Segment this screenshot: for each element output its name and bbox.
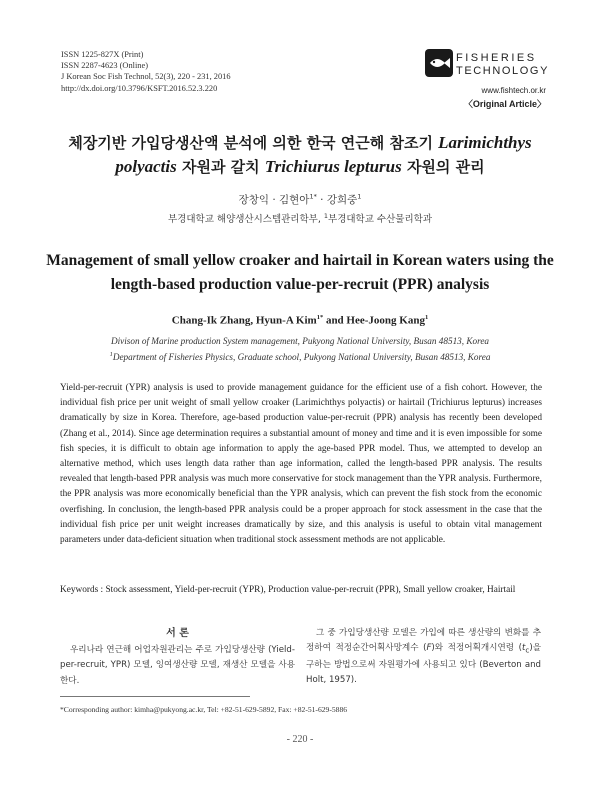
corresponding-author-footnote: *Corresponding author: kimha@pukyong.ac.kr, Tel: +82-51-629-5892, Fax: +82-51-629-5886: [60, 705, 348, 714]
intro-right-text-2: )와 적정어획개시연령 (: [431, 643, 523, 654]
journal-url[interactable]: www.fishtech.or.kr: [481, 86, 546, 95]
ko-author-2: · 강희중: [316, 194, 358, 206]
ko-author-2-sup: 1: [357, 192, 362, 201]
journal-logo: [420, 44, 548, 114]
logo-line2: TECHNOLOGY: [456, 65, 550, 77]
ko-title-part1: 체장기반 가입당생산액 분석에 의한 한국 연근해 참조기: [68, 134, 439, 152]
fisheries-fish-icon: [424, 48, 454, 78]
article-type: 〈Original Article〉: [463, 99, 546, 109]
intro-left-column: [60, 626, 295, 689]
symbol-tc: t: [522, 643, 526, 654]
issn-print: ISSN 1225-827X (Print): [61, 50, 144, 59]
en-author-2-sup: 1: [424, 314, 429, 321]
logo-line1: FISHERIES: [456, 52, 537, 64]
en-author-1-sup: 1*: [316, 314, 324, 321]
ko-title-part2: 자원과 갈치: [176, 158, 265, 176]
intro-right-column: [306, 626, 541, 689]
korean-affiliation: [0, 211, 600, 225]
keywords: Keywords : Stock assessment, Yield-per-recruit (YPR), Production value-per-recruit (PPR), Small yellow croaker, Hairtail: [60, 585, 516, 595]
symbol-tc-sub: c: [525, 645, 530, 655]
intro-left-text: 우리나라 연근해 어업자원관리는 주로 가입당생산량 (Yield-per-recruit, YPR) 모델, 잉여생산량 모델, 재생산 모델을 사용한다.: [60, 645, 295, 686]
en-author-1: Chang-Ik Zhang, Hyun-A Kim: [171, 314, 317, 327]
ko-title-sci2: Trichiurus lepturus: [264, 157, 402, 176]
page-number: - 220 -: [286, 734, 314, 745]
ko-affil-part2: 부경대학교 수산물리학과: [328, 214, 432, 225]
en-affil-2-sup: 1: [109, 351, 113, 358]
intro-right-paragraph: [306, 626, 541, 689]
korean-title: [40, 131, 560, 179]
english-affiliation-1: Divison of Marine production System management, Pukyong National University, Busan 48513, Korea: [110, 336, 489, 346]
korean-authors: [0, 192, 600, 207]
ko-author-1: 장창익 · 김현아: [238, 194, 310, 206]
section-heading: 서 론: [166, 628, 189, 639]
ko-author-1-sup: 1*: [309, 192, 317, 201]
footnote-divider: [60, 696, 250, 697]
intro-right-text-1: 그 중 가입당생산량 모델은 가입에 따른 생산량의 변화를 추정하여 적정순간어획사망계수 (: [306, 628, 541, 654]
issn-online: ISSN 2287-4623 (Online): [61, 61, 149, 71]
ko-affil-sup: 1: [323, 211, 329, 220]
ko-title-sci1: Larimichthys polyactis: [115, 133, 532, 176]
intro-right-text-3: )을 구하는 방법으로써 자원평가에 사용되고 있다 (Beverton and Holt, 1957).: [306, 643, 541, 686]
ko-affil-part1: 부경대학교 해양생산시스템관리학부,: [167, 214, 324, 225]
symbol-F: F: [426, 643, 432, 654]
journal-meta: [61, 49, 231, 94]
doi-link[interactable]: http://dx.doi.org/10.3796/KSFT.2016.52.3.220: [61, 83, 218, 93]
english-affiliation-2: [0, 351, 600, 362]
citation: J Korean Soc Fish Technol, 52(3), 220 - 231, 2016: [61, 72, 231, 82]
english-title: Management of small yellow croaker and hairtail in Korean waters using the length-based production value-per-recruit (PPR) analysis: [46, 252, 554, 293]
abstract: Yield-per-recruit (YPR) analysis is used to provide management guidance for the efficient use of a fish cohort. However, the individual fish price per unit weight of small yellow croaker (Larimichthys polyactis) or hairtail (Trichiurus lepturus) increases dramatically by size in Korea. Therefore, age-based production value-per-recruit (PPR) analysis has recently been developed (Zhang et al., 2014). Since age determination requires a substantial amount of money and time and it is even impossible for some fish species, it is difficult to obtain age information to apply the age-based PPR model. Thus, we attempted to develop an alternative method, which uses length data rather than age information, called the length-based PPR analysis. The results revealed that length-based PPR analysis was much more conservative for stock management than the YPR analysis. Furthermore, the PPR analysis was more economically beneficial than the YPR analysis, which can prevent the fish stock from the economic overfishing. In conclusion, the length-based PPR analysis could be a proper approach for stock assessment in the case that the individual fish price per unit weight increases dramatically by size, and this analysis is useful to obtain vital management parameters under data-deficient situation when traditional stock assessment methods are not applicable.: [60, 383, 542, 546]
en-affil-2-text: Department of Fisheries Physics, Graduate school, Pukyong National University, Busan 48513, Korea: [112, 352, 491, 363]
ko-title-part3: 자원의 관리: [401, 158, 485, 176]
en-author-2: and Hee-Joong Kang: [323, 314, 425, 327]
english-authors: [0, 314, 600, 327]
